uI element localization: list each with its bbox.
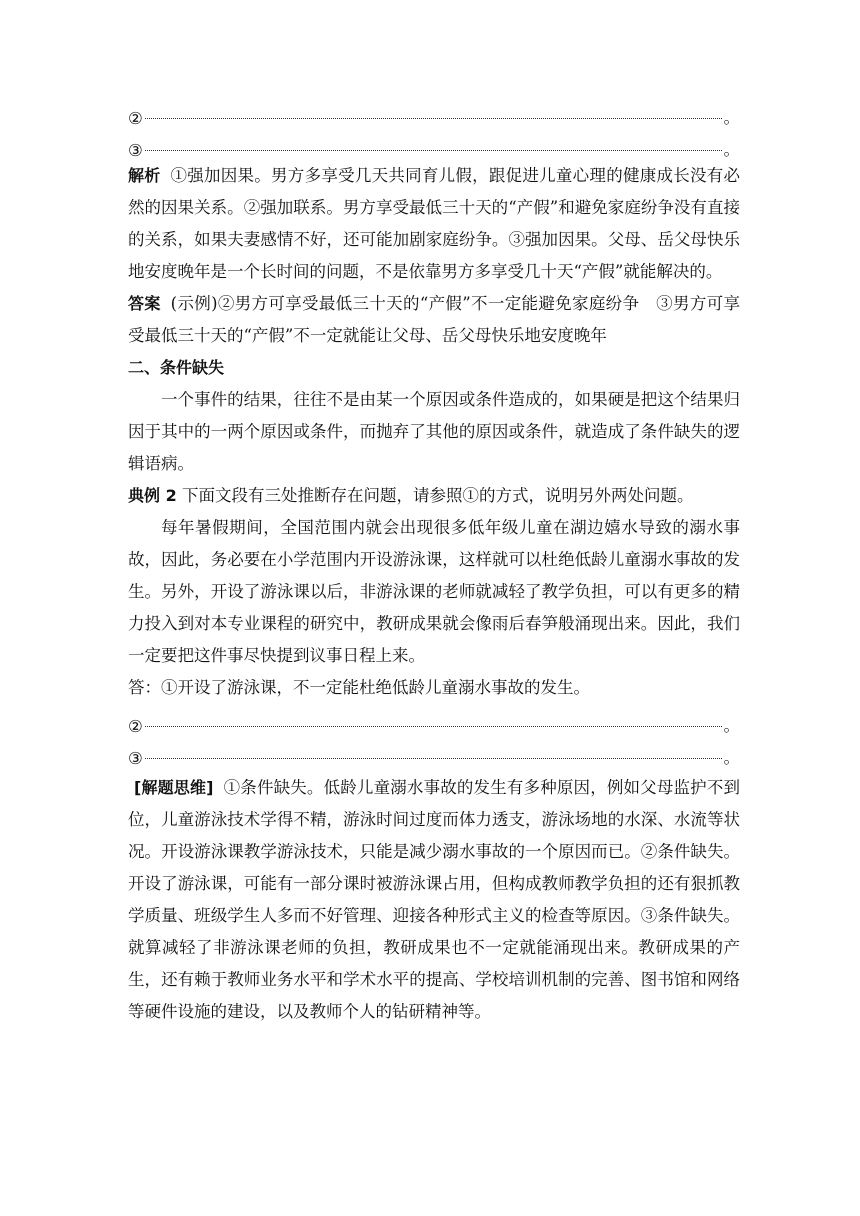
dotted-fill-line[interactable] xyxy=(145,757,722,759)
answer-blank-3[interactable] xyxy=(128,736,740,768)
example-prompt-text: 下面文段有三处推断存在问题，请参照①的方式，说明另外两处问题。 xyxy=(181,486,694,505)
blank-number: ③ xyxy=(128,141,143,160)
analysis-paragraph xyxy=(128,160,740,288)
dotted-fill-line[interactable] xyxy=(145,725,722,727)
thinking-label: [解题思维] xyxy=(134,778,214,797)
answer-blank-3[interactable] xyxy=(128,128,740,160)
example-answer-line: 答：①开设了游泳课，不一定能杜绝低龄儿童溺水事故的发生。 xyxy=(128,678,590,697)
blank-number: ② xyxy=(128,717,143,736)
blank-end-mark: 。 xyxy=(723,748,740,767)
document-page xyxy=(128,96,740,1028)
answer-paragraph xyxy=(128,288,740,352)
section-intro: 一个事件的结果，往往不是由某一个原因或条件造成的，如果硬是把这个结果归因于其中的一两个原因或条件，而抛弃了其他的原因或条件，就造成了条件缺失的逻辑语病。 xyxy=(128,390,740,473)
blank-end-mark: 。 xyxy=(723,140,740,159)
blank-number: ② xyxy=(128,109,143,128)
section-heading: 二、条件缺失 xyxy=(128,358,225,377)
dotted-fill-line[interactable] xyxy=(145,117,722,119)
blank-number: ③ xyxy=(128,749,143,768)
answer-label: 答案 xyxy=(128,294,161,313)
analysis-label: 解析 xyxy=(128,166,161,185)
analysis-text: ①强加因果。男方多享受几天共同育儿假，跟促进儿童心理的健康成长没有必然的因果关系。②强加联系。男方享受最低三十天的“产假”和避免家庭纷争没有直接的关系，如果夫妻感情不好，还可能加剧家庭纷争。③强加因果。父母、岳父母快乐地安度晚年是一个长时间的问题，不是依靠男方多享受几十天“产假”就能解决的。 xyxy=(128,166,740,281)
thinking-paragraph xyxy=(128,772,740,1028)
blank-end-mark: 。 xyxy=(723,108,740,127)
example-prompt xyxy=(128,480,740,512)
answer-blank-2[interactable] xyxy=(128,96,740,128)
answer-text: (示例)②男方可享受最低三十天的“产假”不一定能避免家庭纷争 ③男方可享受最低三十天的“产假”不一定就能让父母、岳父母快乐地安度晚年 xyxy=(128,294,740,345)
example-passage: 每年暑假期间，全国范围内就会出现很多低年级儿童在湖边嬉水导致的溺水事故，因此，务必要在小学范围内开设游泳课，这样就可以杜绝低龄儿童溺水事故的发生。另外，开设了游泳课以后，非游泳课的老师就减轻了教学负担，可以有更多的精力投入到对本专业课程的研究中，教研成果就会像雨后春笋般涌现出来。因此，我们一定要把这件事尽快提到议事日程上来。 xyxy=(128,518,740,665)
thinking-text: ①条件缺失。低龄儿童溺水事故的发生有多种原因，例如父母监护不到位，儿童游泳技术学得不精，游泳时间过度而体力透支，游泳场地的水深、水流等状况。开设游泳课教学游泳技术，只能是减少溺水事故的一个原因而已。②条件缺失。开设了游泳课，可能有一部分课时被游泳课占用，但构成教师教学负担的还有狠抓教学质量、班级学生人多而不好管理、迎接各种形式主义的检查等原因。③条件缺失。就算减轻了非游泳课老师的负担，教研成果也不一定就能涌现出来。教研成果的产生，还有赖于教师业务水平和学术水平的提高、学校培训机制的完善、图书馆和网络等硬件设施的建设，以及教师个人的钻研精神等。 xyxy=(128,778,740,1021)
example-label: 典例 2 xyxy=(128,486,177,505)
dotted-fill-line[interactable] xyxy=(145,149,722,151)
answer-blank-2[interactable] xyxy=(128,704,740,736)
blank-end-mark: 。 xyxy=(723,716,740,735)
